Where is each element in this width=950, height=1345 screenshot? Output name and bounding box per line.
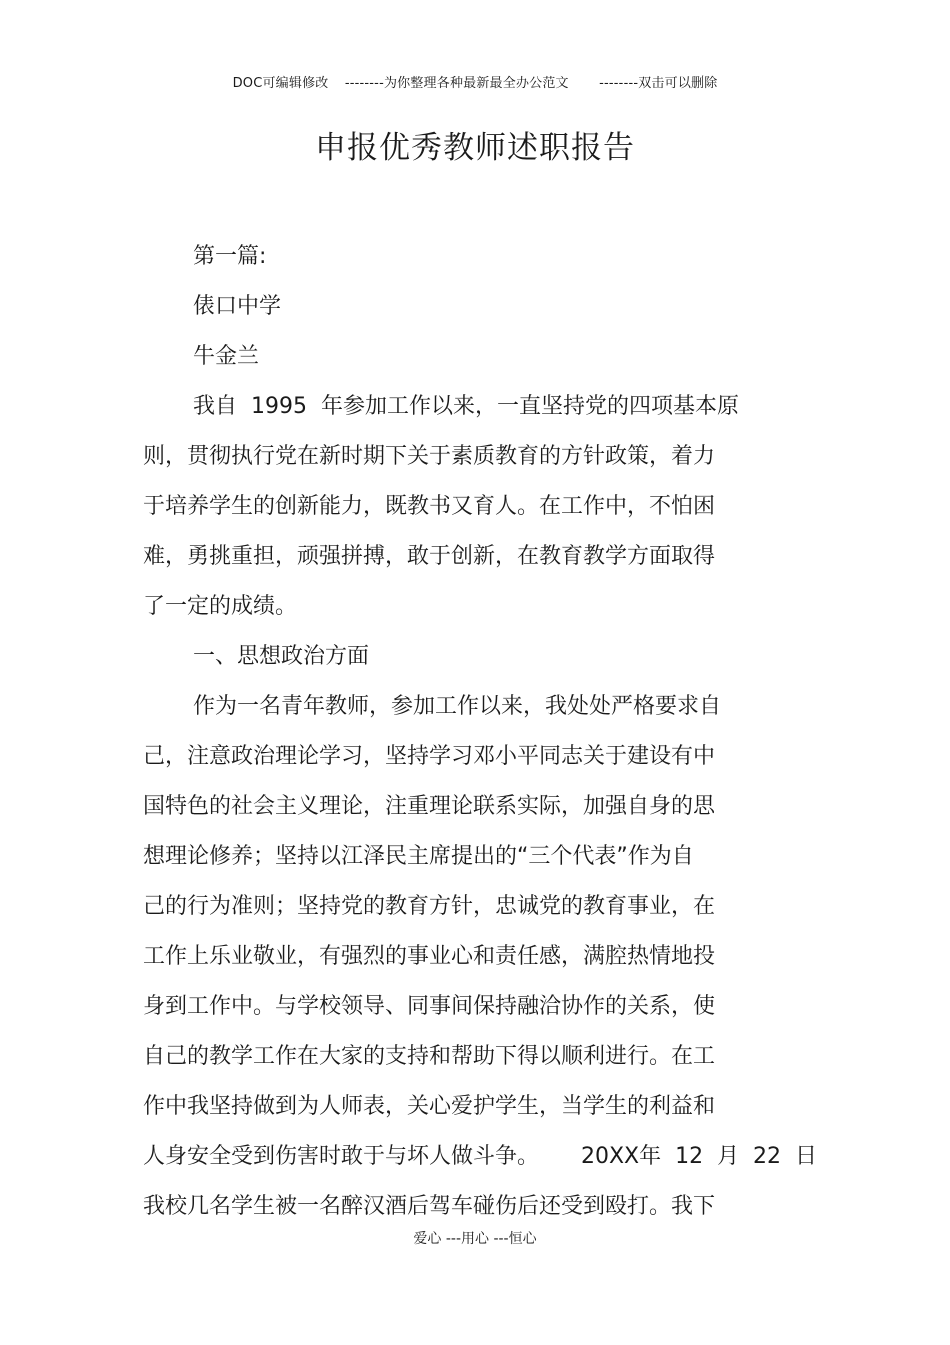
paragraph-line: 我校几名学生被一名醉汉酒后驾车碰伤后还受到殴打。我下 xyxy=(143,1194,716,1219)
paragraph-line: 则，贯彻执行党在新时期下关于素质教育的方针政策，着力 xyxy=(143,444,716,469)
paragraph-line: 作中我坚持做到为人师表，关心爱护学生，当学生的利益和 xyxy=(143,1094,716,1119)
paragraph-line: 己，注意政治理论学习，坚持学习邓小平同志关于建设有中 xyxy=(143,744,716,769)
page-header xyxy=(0,72,950,91)
header-description: --------为你整理各种最新最全办公范文 xyxy=(344,76,569,91)
paragraph-line: 于培养学生的创新能力，既教书又育人。在工作中，不怕困 xyxy=(143,494,716,519)
paragraph-line: 想理论修养；坚持以江泽民主席提出的“三个代表”作为自 xyxy=(143,844,694,869)
page-footer: 爱心 ---用心 ---恒心 xyxy=(413,1231,537,1247)
paragraph-line: 难，勇挑重担，顽强拼搏，敢于创新，在教育教学方面取得 xyxy=(143,544,716,569)
header-delete-hint: --------双击可以删除 xyxy=(599,76,718,91)
paragraph-line: 工作上乐业敬业，有强烈的事业心和责任感，满腔热情地投 xyxy=(143,944,716,969)
paragraph-line: 我自 1995 年参加工作以来，一直坚持党的四项基本原 xyxy=(193,394,739,419)
paragraph-line: 己的行为准则；坚持党的教育方针，忠诚党的教育事业，在 xyxy=(143,894,716,919)
paragraph-line: 人身安全受到伤害时敢于与坏人做斗争。 20XX年 12 月 22 日 xyxy=(143,1144,818,1169)
paragraph-line: 了一定的成绩。 xyxy=(143,594,298,619)
subsection-heading: 一、思想政治方面 xyxy=(193,644,370,669)
document-title: 申报优秀教师述职报告 xyxy=(315,130,635,166)
paragraph-line: 国特色的社会主义理论，注重理论联系实际，加强自身的思 xyxy=(143,794,716,819)
section-heading: 第一篇: xyxy=(193,244,267,269)
paragraph-line: 身到工作中。与学校领导、同事间保持融洽协作的关系，使 xyxy=(143,994,716,1019)
paragraph-line: 自己的教学工作在大家的支持和帮助下得以顺利进行。在工 xyxy=(143,1044,716,1069)
header-doc-label: DOC可编辑修改 xyxy=(232,76,329,91)
school-name: 俵口中学 xyxy=(193,294,282,319)
paragraph-line: 作为一名青年教师，参加工作以来，我处处严格要求自 xyxy=(193,694,722,719)
author-name: 牛金兰 xyxy=(193,344,260,369)
